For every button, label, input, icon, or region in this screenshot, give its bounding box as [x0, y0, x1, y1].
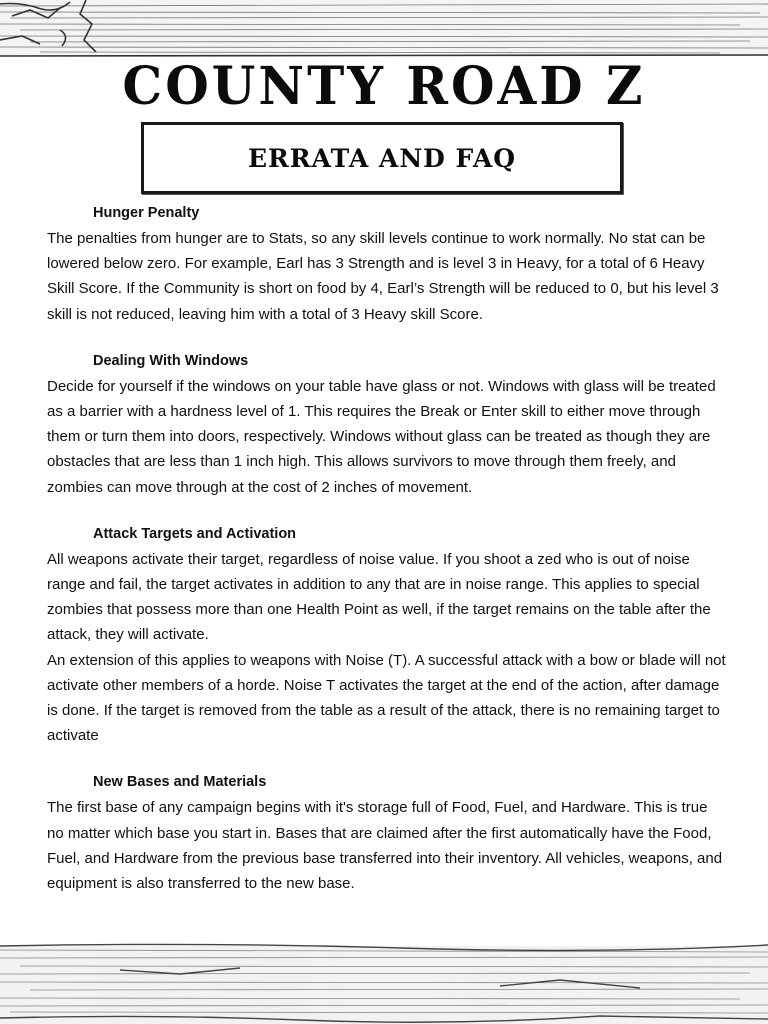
section-new-bases	[47, 772, 727, 896]
section-paragraph: An extension of this applies to weapons with Noise (T). A successful attack with a bow or blade will not activate other members of a horde. Noise T activates the target at the end of the action, after damage is done. If the target is removed from the table as a result of the attack, there is no remaining target to activate	[47, 651, 726, 745]
section-heading: New Bases and Materials	[93, 774, 267, 791]
section-hunger-penalty	[47, 203, 727, 327]
grunge-header-texture	[0, 0, 768, 62]
section-paragraph: All weapons activate their target, regardless of noise value. If you shoot a zed who is out of noise range and fail, the target activates in addition to any that are in noise range. This applies to special zombies that possess more than one Health Point as well, if the target remains on the table after the attack, they will activate.	[47, 550, 711, 644]
section-heading: Hunger Penalty	[93, 205, 200, 221]
section-heading: Dealing With Windows	[93, 352, 249, 369]
page-subtitle: ERRATA AND FAQ	[247, 143, 517, 173]
section-heading: Attack Targets and Activation	[93, 525, 297, 542]
grunge-footer-texture	[0, 940, 768, 1024]
section-attack-targets	[47, 524, 727, 749]
subtitle-frame	[141, 122, 623, 194]
section-paragraph: Decide for yourself if the windows on your table have glass or not. Windows with glass will be treated as a barrier with a hardness level of 1. This requires the Break or Enter skill to either move through them or turn them into doors, respectively. Windows without glass can be treated as though they are obstacles that are less than 1 inch high. This allows survivors to move through them freely, and zombies can move through at the cost of 2 inches of movement.	[47, 377, 716, 496]
section-dealing-with-windows	[47, 351, 727, 500]
section-paragraph: The penalties from hunger are to Stats, so any skill levels continue to work normally. No stat can be lowered below zero. For example, Earl has 3 Strength and is level 3 in Heavy, for a total of 6 Heavy Skill Score. If the Community is short on food by 4, Earl’s Strength will be reduced to 0, but his level 3 skill is not reduced, leaving him with a total of 3 Heavy skill Score.	[47, 230, 719, 323]
page-title: COUNTY ROAD Z	[122, 54, 646, 117]
document-body	[47, 203, 727, 920]
section-paragraph: The first base of any campaign begins with it's storage full of Food, Fuel, and Hardware. This is true no matter which base you start in. Bases that are claimed after the first automatically have the Food, Fuel, and Hardware from the previous base transferred into their inventory. All vehicles, weapons, and equipment is also transferred to the new base.	[47, 799, 723, 893]
